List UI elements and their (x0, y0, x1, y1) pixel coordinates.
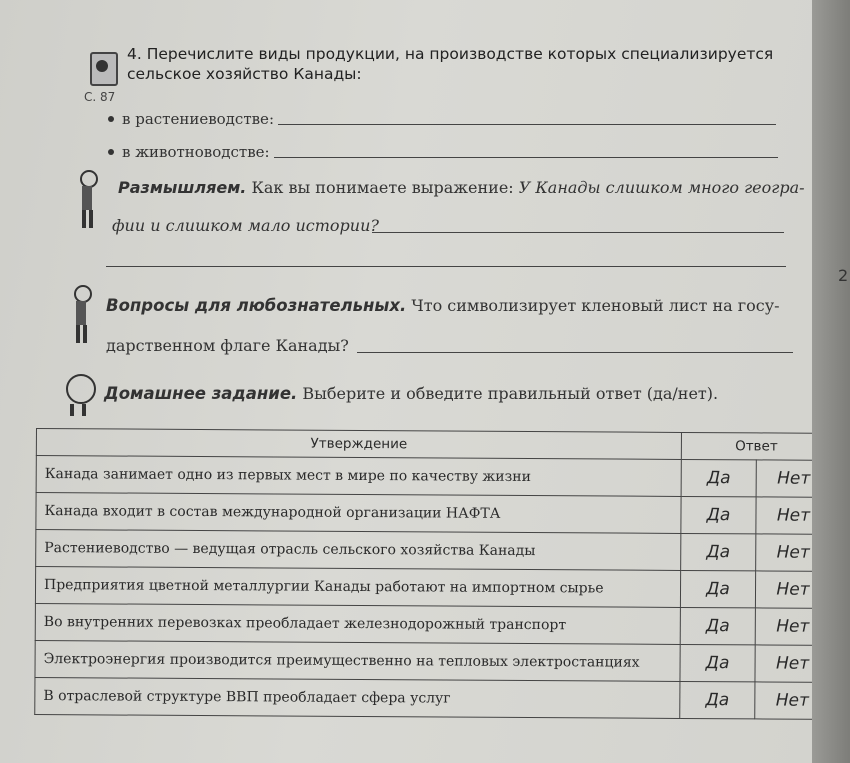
statement-cell: Во внутренних перевозках преобладает железнодорожный транспорт (35, 603, 680, 644)
answer-blank[interactable] (278, 124, 776, 125)
answer-yes[interactable]: Да (680, 644, 755, 681)
question-4-text: 4. Перечислите виды продукции, на производстве которых специализируется сельское хозяйство Канады: (127, 45, 774, 83)
answer-label: в растениеводстве: (122, 110, 274, 128)
page-reference: С. 87 (84, 90, 116, 104)
table-row (36, 456, 831, 498)
answer-line-livestock[interactable] (108, 143, 778, 161)
homework-mascot-icon (62, 374, 98, 418)
answer-line-crops[interactable] (108, 110, 776, 128)
answer-no[interactable]: Нет (755, 608, 830, 645)
curious-text-2: дарственном флаге Канады? (106, 336, 349, 355)
book-icon (90, 52, 118, 86)
statement-cell: Канада входит в состав международной организации НАФТА (36, 493, 681, 534)
thinking-boy-icon (74, 170, 100, 230)
statement-cell: Канада занимает одно из первых мест в мире по качеству жизни (36, 456, 681, 497)
answer-label: в животноводстве: (122, 143, 270, 161)
table-row (35, 603, 830, 645)
answer-no[interactable]: Нет (756, 460, 831, 497)
answer-no[interactable]: Нет (755, 571, 830, 608)
bullet-icon (108, 116, 114, 122)
curious-answer-line[interactable] (357, 352, 793, 353)
answer-yes[interactable]: Да (680, 681, 755, 718)
answer-no[interactable]: Нет (755, 682, 830, 719)
reflect-quote-2: фии и слишком мало истории? (112, 216, 379, 235)
answer-no[interactable]: Нет (756, 497, 831, 534)
table-row (35, 640, 830, 682)
bullet-icon (108, 149, 114, 155)
statement-cell: Предприятия цветной металлургии Канады работают на импортном сырье (35, 567, 680, 608)
homework-table (34, 428, 832, 720)
statement-cell: Растениеводство — ведущая отрасль сельского хозяйства Канады (36, 530, 681, 571)
answer-no[interactable]: Нет (755, 645, 830, 682)
reflect-answer-line-1[interactable] (372, 232, 784, 233)
reflect-heading: Размышляем. (118, 178, 247, 197)
homework-heading: Домашнее задание. (104, 384, 298, 403)
curious-text-1: Что символизирует кленовый лист на госу- (411, 296, 780, 315)
reflect-answer-line-2[interactable] (106, 266, 786, 267)
next-page-edge (812, 0, 850, 763)
statement-cell: Электроэнергия производится преимущественно на тепловых электростанциях (35, 640, 680, 681)
answer-yes[interactable]: Да (680, 570, 755, 607)
curious-heading: Вопросы для любознательных. (106, 296, 407, 315)
table-row (36, 493, 831, 535)
column-answer: Ответ (681, 432, 831, 460)
curious-boy-icon (68, 285, 94, 355)
answer-no[interactable]: Нет (756, 534, 831, 571)
table-row (35, 677, 830, 719)
column-statement: Утверждение (36, 429, 681, 460)
statement-cell: В отраслевой структуре ВВП преобладает сфера услуг (35, 677, 680, 718)
answer-yes[interactable]: Да (681, 459, 756, 496)
table-row (35, 567, 830, 609)
homework-text: Выберите и обведите правильный ответ (да/нет). (302, 384, 719, 403)
reflect-quote-1: У Канады слишком много геогра- (518, 178, 805, 197)
answer-blank[interactable] (274, 157, 778, 158)
answer-yes[interactable]: Да (681, 533, 756, 570)
table-row (36, 530, 831, 572)
reflect-text: Как вы понимаете выражение: (251, 178, 514, 197)
answer-yes[interactable]: Да (681, 496, 756, 533)
next-page-number: 2 (838, 266, 849, 285)
answer-yes[interactable]: Да (680, 607, 755, 644)
